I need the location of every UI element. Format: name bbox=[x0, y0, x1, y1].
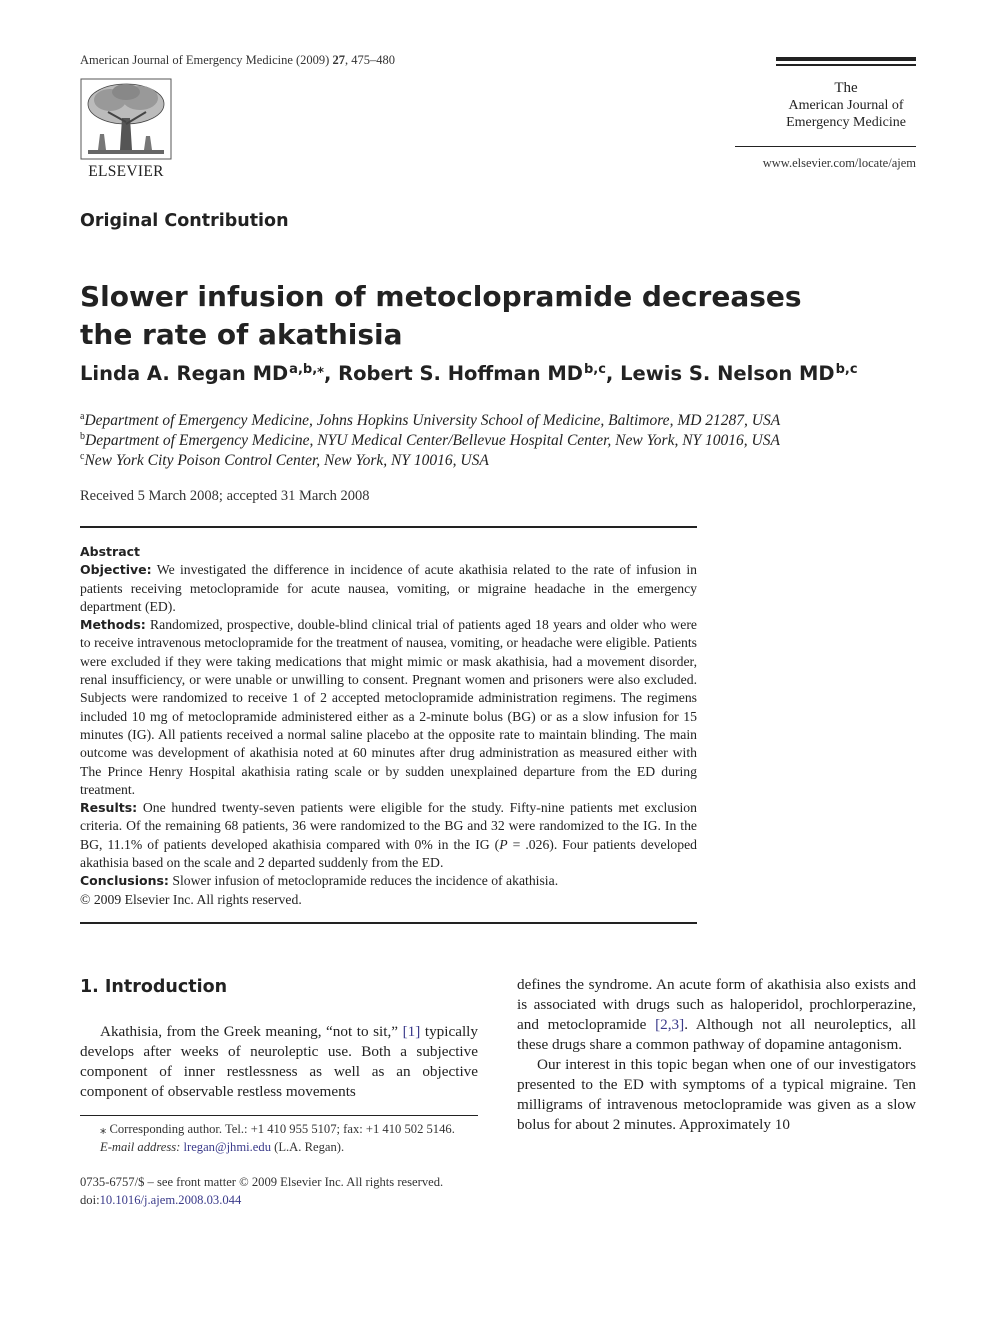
affiliation: $^c$New York City Poison Control Center, New York, NY 10016, USA bbox=[80, 451, 489, 469]
author-name: Robert S. Hoffman MD bbox=[338, 362, 583, 385]
abstract-objective: Objective: We investigated the difference in incidence of acute akathisia related to the rate of infusion in patients receiving metoclopramide for acute nausea, vomiting, or migraine headache in the emergency department (ED). bbox=[80, 562, 697, 614]
elsevier-wordmark: ELSEVIER bbox=[88, 163, 164, 180]
body-paragraph: Our interest in this topic began when one of our investigators presented to the ED with symptoms of a typical migraine. Ten milligrams of intravenous metoclopramide was given as a slow bolus for about 2 minutes. Approximately 10 bbox=[517, 1056, 916, 1133]
body-column-left bbox=[80, 1022, 478, 1102]
abstract-results: Results: One hundred twenty-seven patients were eligible for the study. Fifty-nine patients met exclusion criteria. Of the remaining 68 patients, 36 were randomized to the BG and 32 were randomized to the IG. In the BG, 11.1% of patients developed akathisia compared with 0% in the IG (P = .026). Four patients developed akathisia based on the scale and 2 departed suddenly from the ED. bbox=[80, 800, 697, 871]
abstract-top-rule bbox=[80, 526, 697, 528]
body-column-right bbox=[517, 975, 916, 1135]
journal-citation: American Journal of Emergency Medicine (2009) 27, 475–480 bbox=[80, 53, 395, 67]
author-list: Linda A. Regan $MD^{a,b,⁎}$, Robert S. Hoffman MD$^{b,c}$, Lewis S. Nelson MD$^{b,c}$ bbox=[80, 362, 858, 385]
author-affiliation-mark[interactable]: b,c bbox=[583, 362, 606, 377]
section-heading-introduction: 1. Introduction bbox=[80, 977, 228, 997]
affiliation: $^b$Department of Emergency Medicine, NYU Medical Center/Bellevue Hospital Center, New York, NY 10016, USA bbox=[80, 431, 780, 449]
body-paragraph: Akathisia, from the Greek meaning, “not to sit,” [1] typically develops after weeks of neuroleptic use. Both a subjective component of inner restlessness as well as an objective component of observable restless movements bbox=[80, 1023, 478, 1100]
abstract-heading: Abstract bbox=[80, 544, 141, 559]
email-link[interactable]: lregan@jhmi.edu bbox=[183, 1140, 271, 1154]
elsevier-tree-icon bbox=[80, 78, 172, 160]
journal-url[interactable]: www.elsevier.com/locate/ajem bbox=[762, 156, 916, 170]
journal-rule bbox=[776, 57, 916, 61]
article-type: Original Contribution bbox=[80, 211, 289, 231]
author-affiliation-mark[interactable]: a,b,⁎ bbox=[289, 362, 324, 377]
journal-rule bbox=[735, 146, 916, 147]
author-affiliation-mark[interactable]: b,c bbox=[835, 362, 858, 377]
author-name: Linda A. Regan MD bbox=[80, 362, 289, 385]
abstract-conclusions: Conclusions: Slower infusion of metoclopramide reduces the incidence of akathisia. bbox=[80, 873, 559, 889]
body-paragraph: defines the syndrome. An acute form of akathisia also exists and is associated with drugs such as haloperidol, prochlorperazine, and metoclopramide [2,3]. Although not all neuroleptics, all these drugs share a common pathway of dopamine antagonism. bbox=[517, 976, 916, 1053]
journal-rule bbox=[776, 64, 916, 66]
article-title: Slower infusion of metoclopramide decreases the rate of akathisia bbox=[80, 280, 802, 351]
citation-link[interactable]: [2,3] bbox=[655, 1016, 685, 1033]
citation-link[interactable]: [1] bbox=[402, 1023, 421, 1040]
received-dates: Received 5 March 2008; accepted 31 March 2008 bbox=[80, 488, 370, 504]
doi-link[interactable]: 10.1016/j.ajem.2008.03.044 bbox=[99, 1193, 242, 1207]
elsevier-logo bbox=[80, 78, 172, 182]
affiliation: $^a$Department of Emergency Medicine, Johns Hopkins University School of Medicine, Baltimore, MD 21287, USA bbox=[80, 411, 781, 429]
abstract-copyright: © 2009 Elsevier Inc. All rights reserved. bbox=[80, 891, 302, 907]
abstract bbox=[80, 543, 697, 909]
author-name: Lewis S. Nelson MD bbox=[620, 362, 835, 385]
abstract-bottom-rule bbox=[80, 922, 697, 924]
front-matter: 0735-6757/$ – see front matter © 2009 Elsevier Inc. All rights reserved. doi:10.1016/j.ajem.2008.03.044 bbox=[80, 1175, 444, 1207]
footnote-rule bbox=[80, 1115, 478, 1116]
corresponding-author-footnote: ⁎ Corresponding author. Tel.: +1 410 955 5107; fax: +1 410 502 5146. E-mail address: lregan@jhmi.edu (L.A. Regan). bbox=[100, 1122, 455, 1154]
journal-name: The American Journal of Emergency Medicine bbox=[786, 80, 906, 130]
abstract-methods: Methods: Randomized, prospective, double-blind clinical trial of patients aged 18 years and older who were to receive intravenous metoclopramide for the treatment of nausea, vomiting, or headache were eligible. Patients were excluded if they were taking medications that might mimic or mask akathisia, had a movement disorder, renal insufficiency, or were unable or unwilling to consent. Pregnant women and prisoners were also excluded. Subjects were randomized to receive 1 of 2 accepted metoclopramide administration regimens. The regimens included 10 mg of metoclopramide administered either as a 2-minute bolus (BG) or as a slow infusion for 15 minutes (IG). All patients received a normal saline placebo at the opposite rate to maintain blinding. The main outcome was development of akathisia noted at 60 minutes after drug administration as measured either with The Prince Henry Hospital akathisia rating scale or by sudden unexplained departure from the ED during treatment. bbox=[80, 617, 697, 797]
